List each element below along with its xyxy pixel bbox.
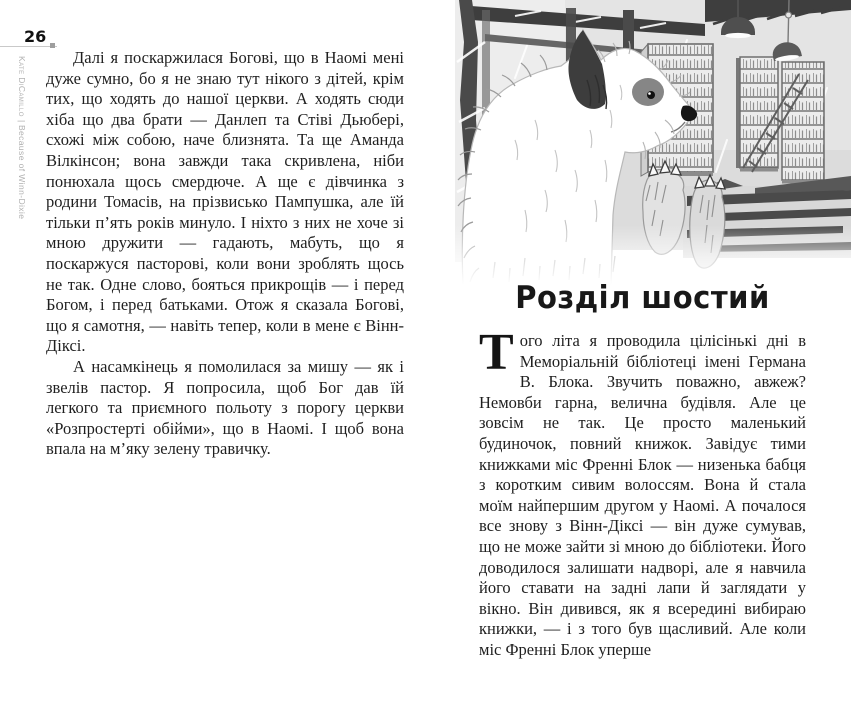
running-header-separator: | (17, 119, 27, 123)
right-page-text (479, 324, 806, 661)
page-number: 26 (24, 27, 47, 46)
dog-at-library-window-illustration (455, 0, 851, 285)
running-header-author: Kate DiCamillo (17, 56, 27, 117)
page-number-rule (0, 46, 57, 47)
running-header (17, 56, 27, 256)
paragraph: А насамкінець я помолилася за мишу — як і звелів пастор. Я попросила, щоб Бог дав їй легкого та приємного польоту з порогу церкви «Розпростерті обійми», що в Наомі. І щоб вона впала на м’яку зелену травичку. (46, 356, 404, 459)
paragraph-text: ого літа я проводила цілісінькі дні в Меморіальній бібліотеці імені Германа В. Блока. Звучить поважно, авжеж? Немовби гарна, велична будівля. Але це зовсім не так. Це просто маленький будиночок, повний книжок. Завідує тими книжками міс Френні Блок — низенька бабця з коротким сивим волоссям. Вона й стала моїм найпершим другом у Наомі. А почалося все знову з Вінн-Діксі — він дуже сумував, що не може зайти зі мною до бібліотеки. Його доводилося залишати надворі, але я навчила його ставати на задні лапи й заглядати у вікно. Він дивився, як я всередині вибираю книжки, — і з того був щасливий. Але коли міс Френні Блок уперше (479, 331, 806, 659)
left-page-text (46, 48, 404, 460)
paragraph: Далі я поскаржилася Богові, що в Наомі мені дуже сумно, бо я не знаю тут нікого з дітей, крім тих, що ходять до нашої церкви. А ходять сюди хіба що два брати — Данлеп та Стіві Дьюбері, схожі між собою, наче близнята. Та ще Аманда Вілкінсон; вона завжди така скривлена, ніби понюхала щось смердюче. А ще є дівчинка з родини Томасів, на прізвисько Пампушка, але їй тільки п’ять років минуло. І ніхто з них не хоче зі мною дружити — гадають, мабуть, що я поскаржуся пасторові, коли вони зроблять щось не так. Одне слово, бояться прикрощів — і перед Богом, і перед батьками. Отож я сказала Богові, що я самотня, — навіть тепер, коли в мене є Вінн-Діксі. (46, 48, 404, 356)
dog-eye (647, 91, 655, 99)
drop-cap: Т (479, 324, 514, 381)
running-header-book-title: Because of Winn-Dixie (17, 124, 27, 220)
paragraph (479, 324, 806, 661)
chapter-title: Розділ шостий (515, 278, 770, 316)
dog-eye-patch (632, 78, 664, 106)
